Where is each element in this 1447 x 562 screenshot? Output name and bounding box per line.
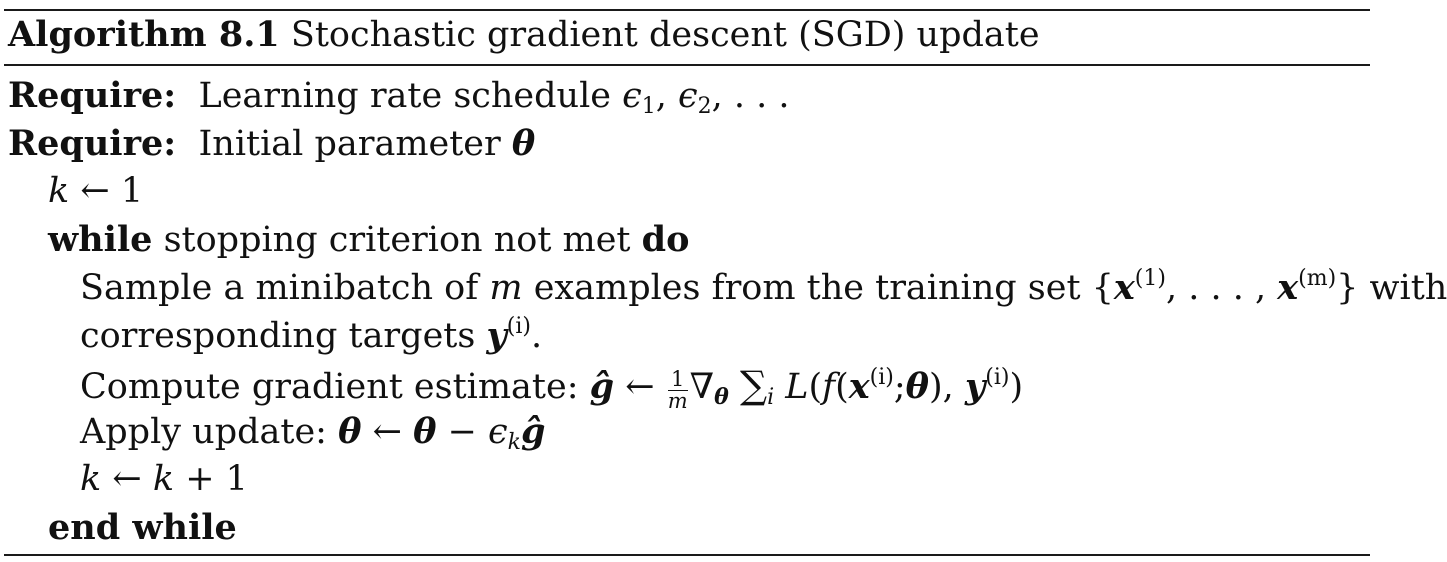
increment-step: k ← k + 1	[80, 459, 248, 499]
algorithm-header	[8, 14, 1040, 55]
top-rule	[4, 9, 1370, 11]
while-header: while stopping criterion not met do	[48, 219, 690, 260]
bottom-rule	[4, 554, 1370, 556]
compute-step: Compute gradient estimate: ĝ ← $\frac{1}{m}$ $\nabla_\theta$ $\sum_i$ $L(f(x^{(i)};\theta)$, $y^{(i)}$)	[80, 363, 1024, 413]
require-keyword: Require:	[8, 75, 177, 116]
fraction: $\frac{1}{m}$	[667, 367, 688, 413]
sample-step: Sample a minibatch of m examples from the training set {$x^{(1)}$, . . . , $x^{(m)}$} with	[80, 266, 1447, 308]
require-line-1: Require: Learning rate schedule $\epsilon_1$, $\epsilon_2$, . . .	[8, 75, 790, 119]
end-while: end while	[48, 507, 237, 548]
algorithm-title: Stochastic gradient descent (SGD) update	[290, 15, 1040, 55]
header-rule	[4, 64, 1370, 66]
apply-step: Apply update: θ ← $\theta - \epsilon_kĝ$	[80, 411, 546, 455]
sample-step-continued: corresponding targets $y^{(i)}$.	[80, 314, 543, 356]
init-step: k ← 1	[48, 171, 144, 211]
require-line-2: Require: Initial parameter θ	[8, 123, 536, 164]
algorithm-label: Algorithm 8.1	[8, 14, 280, 55]
require-keyword: Require:	[8, 123, 177, 164]
